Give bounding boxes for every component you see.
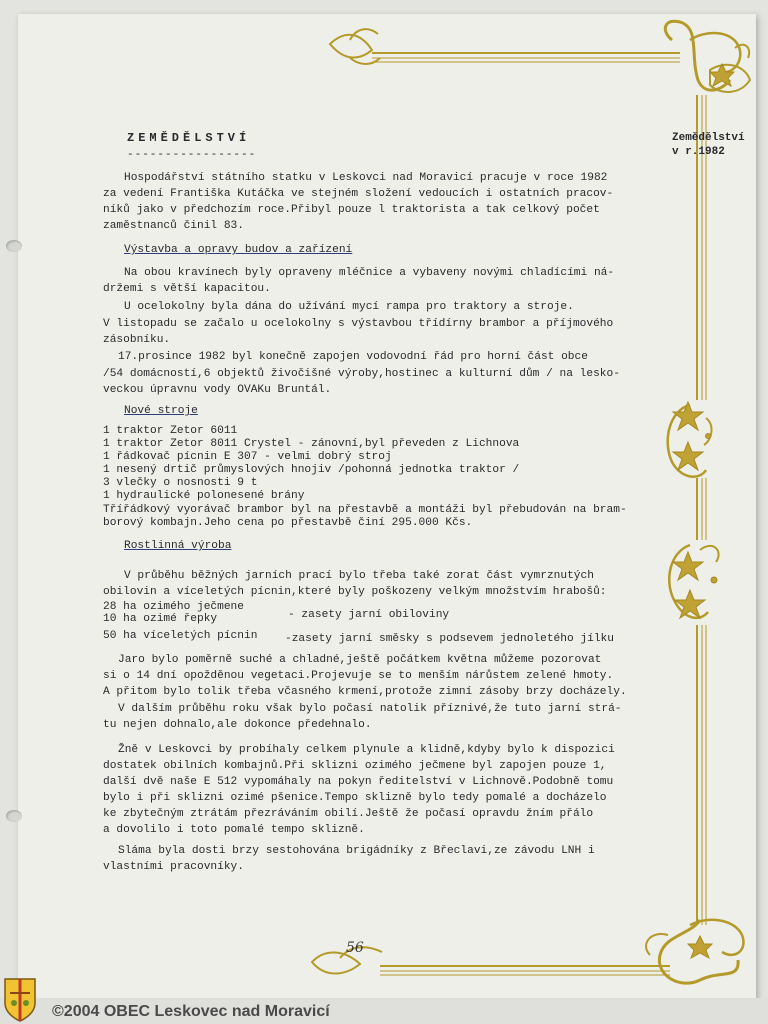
section-heading: Nové stroje <box>124 405 198 417</box>
page-title: ZEMĚDĚLSTVÍ <box>127 131 251 145</box>
text-line: a dovolilo i toto pomalé tempo sklizně. <box>103 824 365 836</box>
section-heading: Rostlinná výroba <box>124 540 232 552</box>
margin-note: Zemědělství v r.1982 <box>672 132 745 158</box>
text-line: borový kombajn.Jeho cena po přestavbě činí 295.000 Kčs. <box>103 517 473 529</box>
text-line: Žně v Leskovci by probíhaly celkem plynule a klidně,kdyby bylo k dispozici <box>118 744 615 756</box>
text-line: ke zbytečným ztrátám přezráváním obilí.Ještě že počasí opravdu žním přálo <box>103 808 594 820</box>
text-line: bylo i při sklizni ozimé pšenice.Tempo sklizně bylo tedy pomalé a docházelo <box>103 792 607 804</box>
text-line: 1 hydraulické polonesené brány <box>103 490 305 502</box>
text-line: - zasety jarní obiloviny <box>288 609 450 621</box>
text-line: za vedení Františka Kutáčka ve stejném složení vedoucích i ostatních pracov- <box>103 188 614 200</box>
text-line: Jaro bylo poměrně suché a chladné,ještě počátkem května můžeme pozorovat <box>118 654 602 666</box>
text-line: 28 ha ozimého ječmene <box>103 601 244 613</box>
coat-of-arms-icon <box>2 975 38 1023</box>
text-line: 10 ha ozimé řepky <box>103 613 218 625</box>
text-line: další dvě naše E 512 vypomáhaly na pokyn ředitelství v Lichnově.Podobně tomu <box>103 776 614 788</box>
text-line: U ocelokolny byla dána do užívání mycí rampa pro traktory a stroje. <box>124 301 574 313</box>
text-line: Sláma byla dosti brzy sestohována brigádníky z Břeclavi,ze závodu LNH i <box>118 845 595 857</box>
text-line: 1 traktor Zetor 8011 Crystel - zánovní,byl převeden z Lichnova <box>103 438 520 450</box>
section-heading: Výstavba a opravy budov a zařízení <box>124 244 353 256</box>
text-line: Na obou kravínech byly opraveny mléčnice a vybaveny novými chladícími ná- <box>124 267 615 279</box>
text-line: Třířádkový vyorávač brambor byl na přestavbě a montáži byl přebudován na bram- <box>103 504 627 516</box>
page-number: 56 <box>346 940 364 956</box>
text-line: V listopadu se začalo u ocelokolny s výstavbou třídírny brambor a příjmového <box>103 318 614 330</box>
text-line: obilovin a víceletých pícnin,které byly poškozeny velkým množstvím hrabošů: <box>103 586 607 598</box>
text-line: si o 14 dní opožděnou vegetaci.Projevuje se to menším nárůstem zelené hmoty. <box>103 670 614 682</box>
text-line: níků jako v předchozím roce.Přibyl pouze l traktorista a tak celkový počet <box>103 204 600 216</box>
footer-copyright: ©2004 OBEC Leskovec nad Moravicí <box>52 1003 330 1020</box>
text-line: -zasety jarní směsky s podsevem jednoletého jílku <box>285 633 614 645</box>
text-line: dostatek obilních kombajnů.Při sklizni ozimého ječmene byl zapojen pouze 1, <box>103 760 607 772</box>
text-line: zaměstnanců činil 83. <box>103 220 244 232</box>
text-line: Hospodářství státního statku v Leskovci nad Moravicí pracuje v roce 1982 <box>124 172 608 184</box>
text-line: tu nejen dohnalo,ale dokonce předehnalo. <box>103 719 372 731</box>
text-line: držemi s větší kapacitou. <box>103 283 271 295</box>
text-line: V dalším průběhu roku však bylo počasí natolik příznivé,že tuto jarní strá- <box>118 703 622 715</box>
text-line: zásobníku. <box>103 334 171 346</box>
text-line: vlastními pracovníky. <box>103 861 244 873</box>
text-line: 1 nesený drtič průmyslových hnojiv /pohonná jednotka traktor / <box>103 464 520 476</box>
text-line: 17.prosince 1982 byl konečně zapojen vodovodní řád pro horní část obce <box>118 351 588 363</box>
text-line: A přitom bylo tolik třeba včasného krmení,protože zimní zásoby brzy docházely. <box>103 686 627 698</box>
text-line: 1 řádkovač pícnin E 307 - velmi dobrý stroj <box>103 451 392 463</box>
text-line: V průběhu běžných jarních prací bylo třeba také zorat část vymrznutých <box>124 570 594 582</box>
title-underline: ----------------- <box>127 149 257 161</box>
text-line: /54 domácností,6 objektů živočišné výroby,hostinec a kulturní dům / na lesko- <box>103 368 620 380</box>
text-line: 50 ha víceletých pícnin <box>103 630 258 642</box>
text-line: veckou úpravnu vody OVAKu Bruntál. <box>103 384 332 396</box>
text-line: 3 vlečky o nosnosti 9 t <box>103 477 258 489</box>
text-line: 1 traktor Zetor 6011 <box>103 425 238 437</box>
